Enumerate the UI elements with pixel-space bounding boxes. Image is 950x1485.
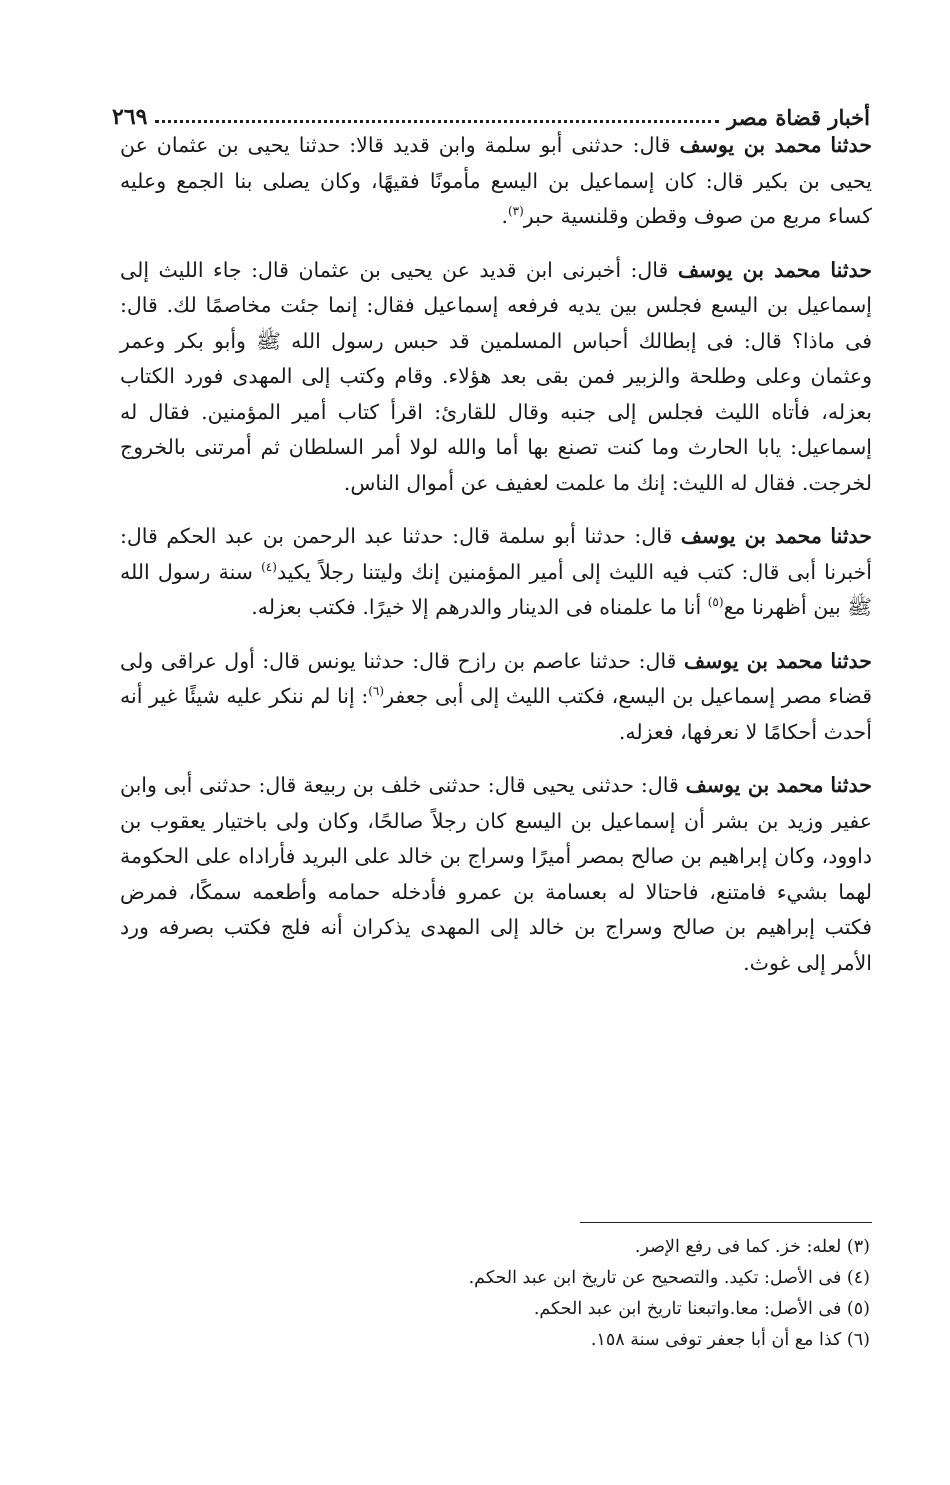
- footnote-ref-3: (٣): [507, 204, 524, 219]
- paragraph-lead: حدثنا: [830, 648, 872, 673]
- footnote-ref-4: (٤): [261, 559, 277, 574]
- paragraph-text-middle: سنة رسول الله ﷺ بين أظهرنا مع: [120, 559, 872, 619]
- paragraph-lead: حدثنا: [830, 773, 872, 797]
- paragraph-text: قال: حدثنا أبو سلمة قال: حدثنا عبد الرحمن بن عبد الحكم قال: أخبرنا أبى قال: كتب فيه الليث إلى أمير المؤمنين إنك وليتنا رجلاً يكيد: [120, 524, 872, 584]
- footnote-separator: [580, 1222, 872, 1223]
- footnote-ref-6: (٦): [368, 684, 385, 699]
- paragraph-text: قال: حدثنا عاصم بن رازح قال: حدثنا يونس قال: أول عراقى ولى قضاء مصر إسماعيل بن اليسع، فكتب الليث إلى أبى جعفر: [120, 648, 872, 708]
- narrator-name: محمد بن يوسف: [683, 648, 823, 673]
- paragraph-text-end: أنا ما علمناه فى الدينار والدرهم إلا خيرًا. فكتب بعزله.: [251, 595, 708, 619]
- paragraph-lead: حدثنا: [830, 257, 872, 282]
- narrator-name: محمد بن يوسف: [677, 257, 821, 282]
- footnote-6: (٦) كذا مع أن أبا جعفر توفى سنة ١٥٨.: [590, 1330, 870, 1350]
- narrator-name: محمد بن يوسف: [680, 524, 822, 548]
- footnote-5: (٥) فى الأصل: معا.واتبعنا تاريخ ابن عبد الحكم.: [533, 1299, 870, 1319]
- footnotes: [210, 1232, 870, 1356]
- footnote-4: (٤) فى الأصل: تكيد. والتصحيح عن تاريخ ابن عبد الحكم.: [468, 1268, 870, 1288]
- footnote-ref-5: (٥): [707, 595, 724, 610]
- footnote-3: (٣) لعله: خز. كما فى رفع الإصر.: [634, 1237, 870, 1257]
- narrator-name: محمد بن يوسف: [679, 133, 822, 157]
- paragraph-lead: حدثنا: [830, 524, 872, 548]
- paragraph-text-end: : إنا لم ننكر عليه شيئًا غير أنه أحدث أحكامًا لا نعرفها، فعزله.: [120, 684, 872, 744]
- paragraph-text: قال: حدثنى أبو سلمة وابن قديد قالا: حدثنا يحيى بن عثمان عن يحيى بن بكير قال: كان إسماعيل بن اليسع مأمونًا فقيهًا، وكان يصلى بنا الجمع وعليه كساء مربع من صوف وقطن وقلنسية حبر: [120, 133, 872, 228]
- paragraph-2: [120, 253, 872, 502]
- running-header: [112, 88, 870, 128]
- book-title: أخبار قضاة مصر: [726, 105, 870, 130]
- paragraph-4: [120, 644, 872, 751]
- paragraph-text-end: .: [501, 204, 508, 228]
- body-text: [120, 128, 872, 999]
- header-dot-leader: [155, 120, 719, 123]
- paragraph-1: [120, 128, 872, 235]
- paragraph-3: [120, 519, 872, 626]
- paragraph-text: قال: أخبرنى ابن قديد عن يحيى بن عثمان قال: جاء الليث إلى إسماعيل بن اليسع فجلس بين يديه فرفعه إسماعيل فقال: إنما جئت مخاصمًا لك. قال: فى ماذا؟ قال: فى إبطالك أحباس المسلمين قد حبس رسول الله ﷺ وأبو بكر وعمر وعثمان وعلى وطلحة والزبير فمن بقى بعد هؤلاء. وقام وكتب إلى المهدى فورد الكتاب بعزله، فأتاه الليث فجلس إلى جنبه وقال للقارئ: اقرأ كتاب أمير المؤمنين. فقال له إسماعيل: يابا الحارث وما كنت تصنع بها أما والله لولا أمر السلطان ثم أمرتنى بالخروج لخرجت. فقال له الليث: إنك ما علمت لعفيف عن أموال الناس.: [120, 257, 872, 495]
- paragraph-text: قال: حدثنى يحيى قال: حدثنى خلف بن ربيعة قال: حدثنى أبى وابن عفير وزيد بن بشر أن إسماعيل بن اليسع كان رجلاً صالحًا، وكان ولى باختيار يعقوب بن داوود، وكان إبراهيم بن صالح بمصر أميرًا وسراج بن خالد على البريد فأراداه على الحكومة لهما بشيء فامتنع، فاحتالا له بعسامة بن عمرو فأدخله حمامه وأطعمه سمكًا، فمرض فكتب إبراهيم بن صالح وسراج بن خالد إلى المهدى يذكران أنه فلج فكتب بصرفه ورد الأمر إلى غوث.: [120, 773, 872, 975]
- page-number: ٢٦٩: [112, 104, 148, 130]
- paragraph-5: [120, 768, 872, 981]
- paragraph-lead: حدثنا: [830, 133, 872, 157]
- narrator-name: محمد بن يوسف: [685, 773, 824, 797]
